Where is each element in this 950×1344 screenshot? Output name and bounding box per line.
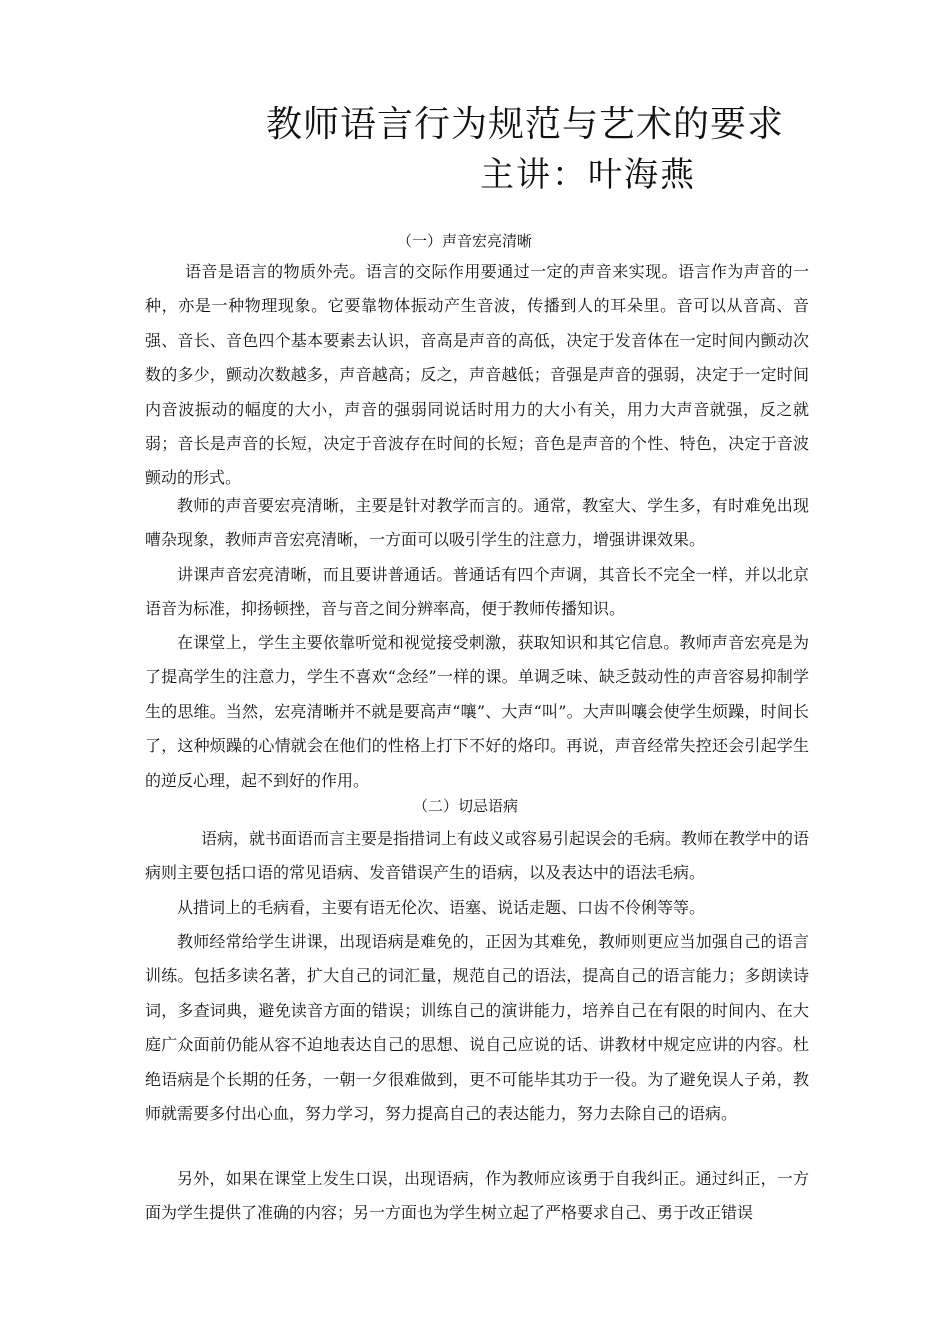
paragraph: 从措词上的毛病看，主要有语无伦次、语塞、说话走题、口齿不伶俐等等。	[177, 898, 706, 917]
section-heading: （一）声音宏亮清晰	[397, 232, 533, 250]
section-heading: （二）切忌语病	[413, 797, 519, 815]
document-subtitle: 主讲：叶海燕	[480, 155, 696, 195]
paragraph: 另外，如果在课堂上发生口误，出现语病，作为教师应该勇于自我纠正。通过纠正，一方面为学生提供了准确的内容；另一方面也为学生树立起了严格要求自己、勇于改正错误	[145, 1169, 809, 1223]
paragraph: 语病，就书面语而言主要是指措词上有歧义或容易引起误会的毛病。教师在教学中的语病则主要包括口语的常见语病、发音错误产生的语病，以及表达中的语法毛病。	[145, 829, 810, 883]
paragraph: 语音是语言的物质外壳。语言的交际作用要通过一定的声音来实现。语言作为声音的一种，亦是一种物理现象。它要靠物体振动产生音波，传播到人的耳朵里。音可以从音高、音强、音长、音色四个基本要素去认识，音高是声音的高低，决定于发音体在一定时间内颤动次数的多少，颤动次数越多，声音越高；反之，声音越低；音强是声音的强弱，决定于一定时间内音波振动的幅度的大小，声音的强弱同说话时用力的大小有关，用力大声音就强，反之就弱；音长是声音的长短，决定于音波存在时间的长短；音色是声音的个性、特色，决定于音波颤动的形式。	[145, 262, 809, 488]
paragraph: 教师经常给学生讲课，出现语病是难免的，正因为其难免，教师则更应当加强自己的语言训练。包括多读名著，扩大自己的词汇量，规范自己的语法，提高自己的语言能力；多朗读诗词，多查词典，避免读音方面的错误；训练自己的演讲能力，培养自己在有限的时间内、在大庭广众面前仍能从容不迫地表达自己的思想、说自己应说的话、讲教材中规定应讲的内容。杜绝语病是个长期的任务，一朝一夕很难做到，更不可能毕其功于一役。为了避免误人子弟，教师就需要多付出心血，努力学习，努力提高自己的表达能力，努力去除自己的语病。	[145, 932, 809, 1124]
document-title: 教师语言行为规范与艺术的要求	[266, 104, 785, 145]
paragraph: 在课堂上，学生主要依靠听觉和视觉接受刺激，获取知识和其它信息。教师声音宏亮是为了提高学生的注意力，学生不喜欢“念经”一样的课。单调乏味、缺乏鼓动性的声音容易抑制学生的思维。当然，宏亮清晰并不就是要高声“嚷”、大声“叫”。大声叫嚷会使学生烦躁，时间长了，这种烦躁的心情就会在他们的性格上打下不好的烙印。再说，声音经常失控还会引起学生的逆反心理，起不到好的作用。	[145, 633, 809, 790]
paragraph: 讲课声音宏亮清晰，而且要讲普通话。普通话有四个声调，其音长不完全一样，并以北京语音为标准，抑扬顿挫，音与音之间分辨率高，便于教师传播知识。	[145, 565, 809, 619]
paragraph: 教师的声音要宏亮清晰，主要是针对教学而言的。通常，教室大、学生多，有时难免出现嘈杂现象，教师声音宏亮清晰，一方面可以吸引学生的注意力，增强讲课效果。	[145, 496, 809, 550]
